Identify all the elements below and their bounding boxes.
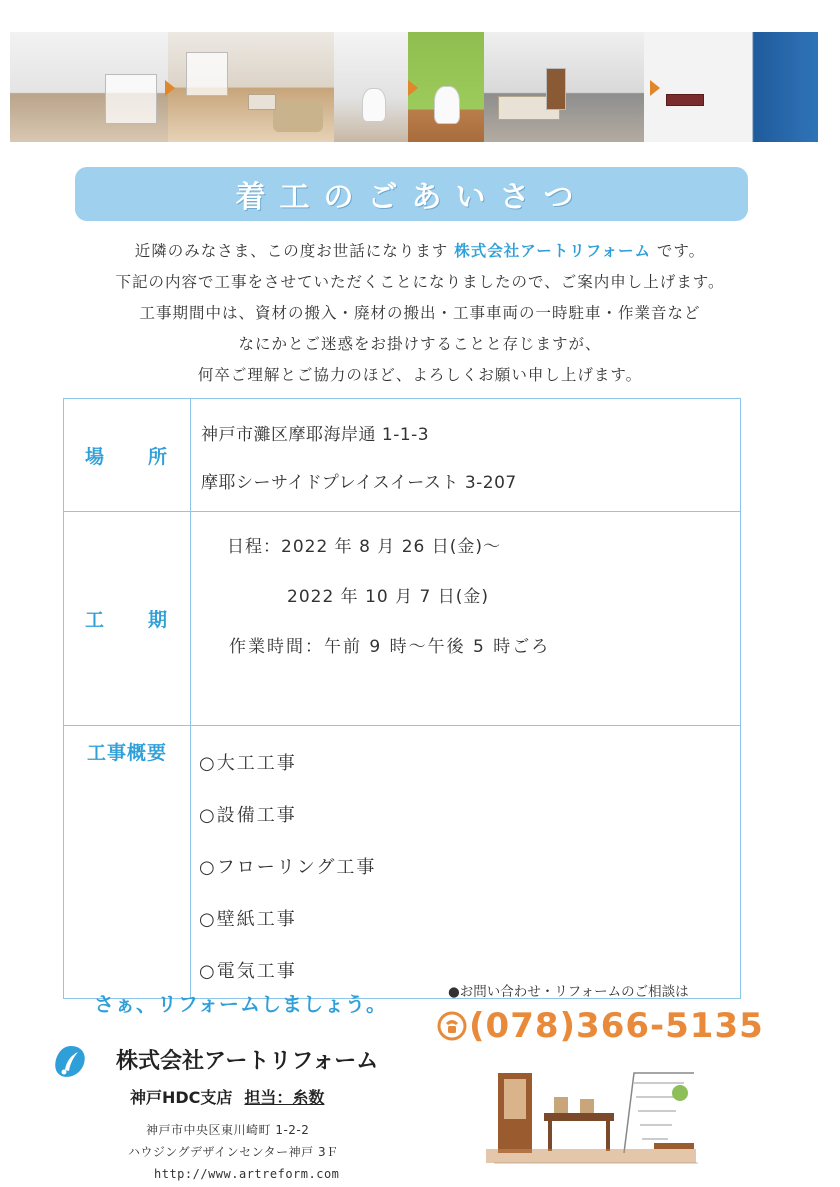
location-label: 場 所 (85, 445, 169, 468)
toilet-before-photo (334, 32, 408, 142)
greeting-line: 工事期間中は、資材の搬入・廃材の搬出・工事車両の一時駐車・作業音など (139, 304, 701, 322)
location-value-cell (191, 399, 741, 512)
period-label-cell (64, 512, 191, 726)
schedule-start: 日程：2022 年 8 月 26 日(金)～ (227, 537, 501, 557)
title-banner (75, 167, 748, 221)
living-room-before-photo (10, 32, 168, 142)
phone-icon (437, 1011, 467, 1041)
greeting-line: 下記の内容で工事をさせていただくことになりましたので、ご案内申し上げます。 (115, 273, 725, 291)
greeting-line: なにかとご迷惑をお掛けすることと存じますが、 (238, 335, 602, 353)
website-link[interactable]: http://www.artreform.com (154, 1167, 340, 1181)
before-after-arrow-icon (408, 80, 418, 96)
company-address (128, 1119, 339, 1185)
company-name-inline: 株式会社アートリフォーム (454, 242, 651, 260)
address-line: 神戸市中央区東川崎町 1-2-2 (146, 1123, 310, 1137)
overview-label-cell (64, 726, 191, 999)
list-item: ○大工工事 (199, 753, 297, 774)
dining-before-photo (484, 32, 644, 142)
phone-row (437, 1006, 764, 1046)
building-line: 摩耶シーサイドプレイスイースト 3-207 (201, 473, 517, 493)
period-label: 工 期 (85, 609, 169, 631)
company-name: 株式会社アートリフォーム (116, 1049, 379, 1074)
company-logo-icon (54, 1044, 88, 1080)
before-after-arrow-icon (165, 80, 175, 96)
contact-person: 担当：糸数 (244, 1088, 325, 1107)
period-row (64, 512, 741, 726)
interior-illustration (484, 1053, 708, 1175)
schedule-end: 2022 年 10 月 7 日(金) (287, 587, 489, 607)
dining-after-photo (644, 32, 818, 142)
list-item: ○フローリング工事 (199, 857, 377, 878)
greeting-line: 近隣のみなさま、この度お世話になります 株式会社アートリフォーム です。 (134, 242, 706, 260)
location-label-cell (64, 399, 191, 512)
location-row (64, 399, 741, 512)
living-room-after-photo (168, 32, 334, 142)
address-line: ハウジングデザインセンター神戸 3Ｆ (128, 1145, 339, 1159)
list-item: ○電気工事 (199, 961, 297, 982)
greeting-line: 何卒ご理解とご協力のほど、よろしくお願い申し上げます。 (197, 366, 643, 384)
list-item: ○設備工事 (199, 805, 297, 826)
branch-name: 神戸HDC支店 (130, 1088, 233, 1107)
period-value-cell (191, 512, 741, 726)
list-item: ○壁紙工事 (199, 909, 297, 930)
before-after-arrow-icon (650, 80, 660, 96)
address-line: 神戸市灘区摩耶海岸通 1-1-3 (201, 425, 430, 445)
overview-value-cell (191, 726, 741, 999)
phone-number[interactable]: (078)366-5135 (469, 1006, 764, 1046)
work-hours: 作業時間：午前 9 時～午後 5 時ごろ (229, 637, 551, 657)
greeting-text (0, 236, 840, 391)
contact-label: ●お問い合わせ・リフォームのご相談は (448, 984, 689, 1000)
construction-details-table (63, 398, 741, 999)
toilet-after-photo (408, 32, 484, 142)
overview-row (64, 726, 741, 999)
page-title: 着工のごあいさつ (235, 180, 588, 215)
branch-info (130, 1085, 324, 1108)
overview-label: 工事概要 (86, 742, 167, 764)
slogan: さぁ、リフォームしましょう。 (94, 992, 387, 1016)
